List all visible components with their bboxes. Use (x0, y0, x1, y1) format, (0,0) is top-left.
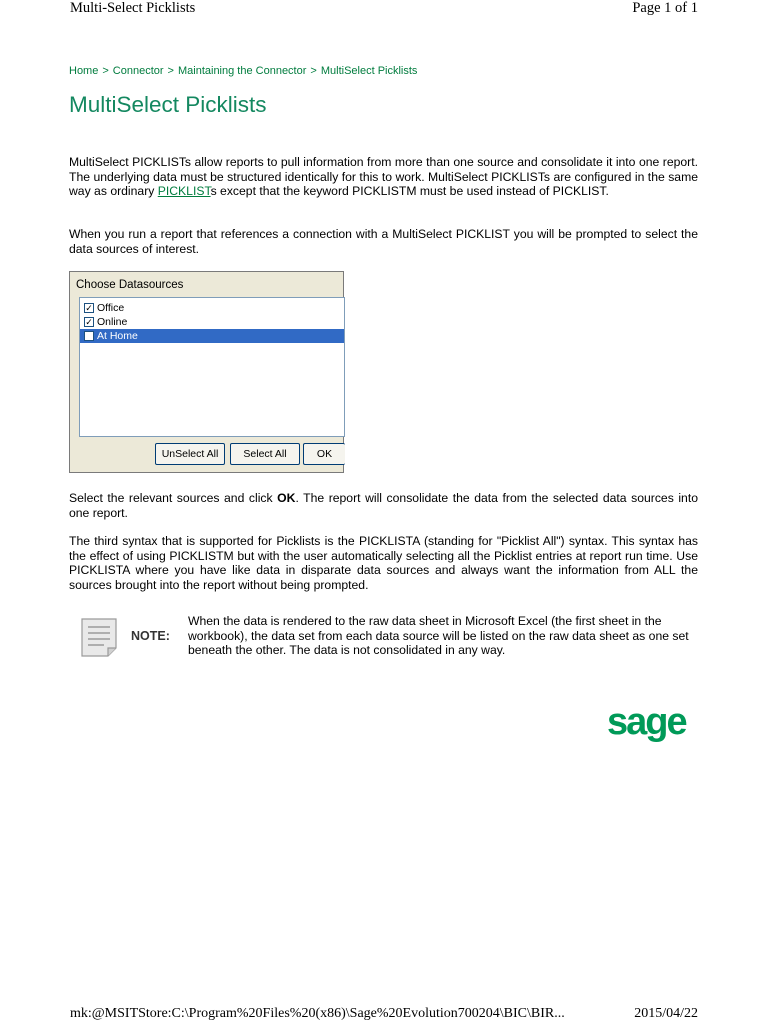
note-label: NOTE: (131, 629, 170, 643)
page-number: Page 1 of 1 (632, 0, 698, 16)
datasource-item-at-home[interactable] (80, 329, 344, 343)
print-header-title: Multi-Select Picklists (70, 0, 196, 16)
checkbox-unchecked-icon[interactable] (84, 331, 94, 341)
select-all-button[interactable]: Select All (230, 443, 300, 465)
breadcrumb-maintaining-connector[interactable]: Maintaining the Connector (177, 65, 307, 77)
page-title: MultiSelect Picklists (69, 92, 267, 117)
checkbox-checked-icon[interactable]: ✓ (85, 303, 93, 313)
unselect-all-button[interactable]: UnSelect All (155, 443, 225, 465)
breadcrumb-separator: > (167, 65, 174, 77)
breadcrumb-connector[interactable]: Connector (112, 65, 164, 77)
breadcrumb-home[interactable]: Home (69, 65, 99, 77)
intro-paragraph (69, 155, 698, 199)
select-text-end: . The report will consolidate the data from the selected data sources into one report. (69, 491, 698, 520)
footer-date: 2015/04/22 (634, 1006, 698, 1021)
footer-path: mk:@MSITStore:C:\Program%20Files%20(x86)\Sage%20Evolution700204\BIC\BIR... (70, 1006, 565, 1021)
prompt-paragraph: When you run a report that references a connection with a MultiSelect PICKLIST you will be prompted to select the data sources of interest. (69, 227, 698, 256)
choose-datasources-dialog (69, 271, 344, 473)
checkbox-checked-icon[interactable]: ✓ (85, 317, 93, 327)
intro-text-end: s except that the keyword PICKLISTM must be used instead of PICKLIST. (210, 184, 609, 198)
select-sources-paragraph (69, 491, 698, 520)
datasource-label: At Home (97, 330, 138, 342)
breadcrumb-separator: > (102, 65, 109, 77)
intro-text-start: MultiSelect PICKLISTs allow reports to pull information from more than one source and consolidate it into one report. The underlying data must be structured identically for this to work. MultiSelect PICKLISTs are configured in the same way as ordinary (69, 155, 698, 198)
picklista-paragraph: The third syntax that is supported for Picklists is the PICKLISTA (standing for "Picklist All") syntax. This syntax has the effect of using PICKLISTM but with the user automatically selecting all the Picklist entries at report run time. Use PICKLISTA where you have like data in disparate data sources and always want the information from ALL the sources brought into the report without being prompted. (69, 534, 698, 592)
select-text-start: Select the relevant sources and click (69, 491, 278, 505)
dialog-title: Choose Datasources (76, 279, 184, 291)
breadcrumb (69, 65, 417, 77)
sage-logo (605, 700, 693, 748)
ok-emphasis: OK (277, 491, 296, 505)
print-footer (70, 1006, 698, 1022)
breadcrumb-separator: > (310, 65, 317, 77)
sage-logo-text: sage (607, 701, 686, 743)
print-header (70, 0, 698, 18)
note-text: When the data is rendered to the raw data sheet in Microsoft Excel (the first sheet in the workbook), the data set from each data source will be listed on the raw data sheet as one set beneath the other. The data is not consolidated in any way. (188, 614, 689, 657)
picklist-link[interactable]: PICKLIST (157, 184, 211, 198)
ok-button[interactable]: OK (303, 443, 345, 465)
datasource-label: Office (97, 302, 125, 314)
datasource-listbox[interactable] (79, 297, 345, 437)
datasource-item-office[interactable] (84, 301, 124, 315)
note-document-icon (80, 616, 118, 658)
datasource-label: Online (97, 316, 128, 328)
datasource-item-online[interactable] (84, 315, 127, 329)
breadcrumb-current-page[interactable]: MultiSelect Picklists (320, 65, 418, 77)
